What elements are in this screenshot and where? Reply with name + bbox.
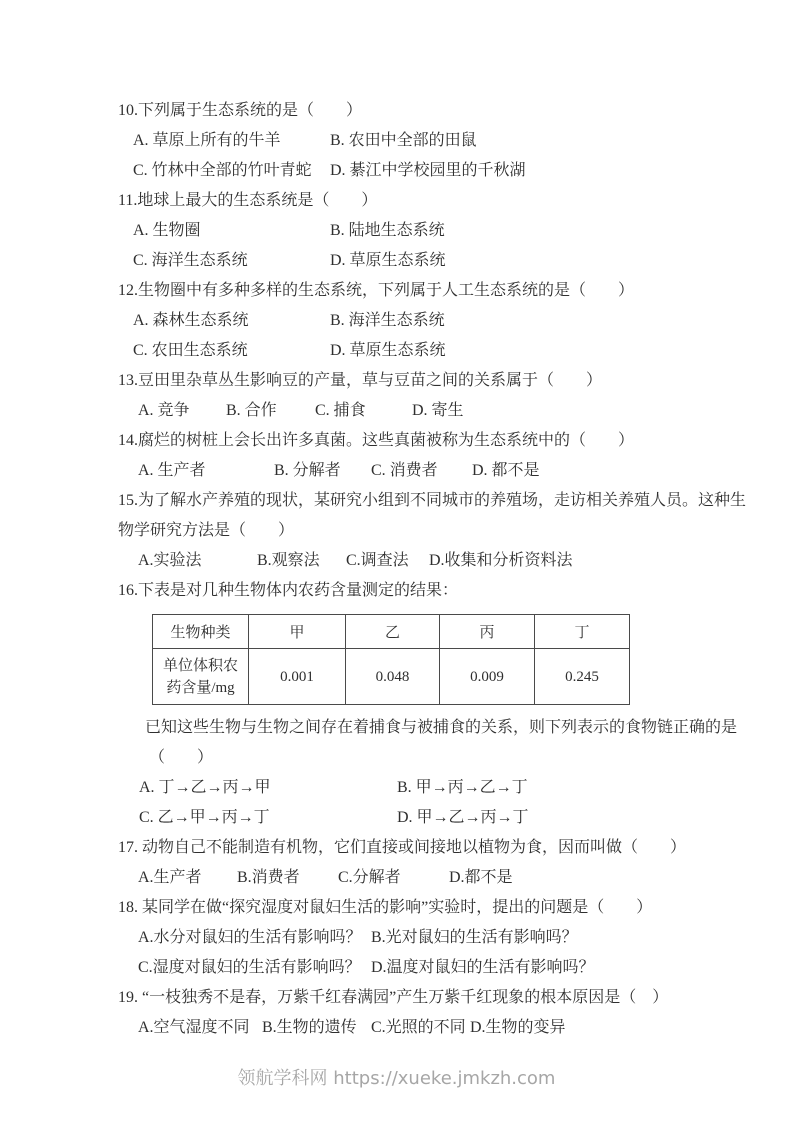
option-row [118,306,753,336]
option-a: A. 竞争 [138,402,190,419]
option-b: B.光对鼠妇的生活有影响吗？ [371,929,578,946]
option-row [118,803,753,833]
table-header-cell: 丁 [535,615,630,649]
option-b: B.观察法 [257,552,320,569]
option-a: A. 生产者 [138,462,206,479]
option-row [118,216,753,246]
option-d: D.温度对鼠妇的生活有影响吗？ [371,959,595,976]
option-d: D.生物的变异 [470,1019,566,1036]
option-c: C. 捕食 [315,402,366,419]
question-stem: 10.下列属于生态系统的是（ ） [118,102,363,119]
table-cell: 0.009 [440,649,535,705]
table-data-row [153,649,630,705]
question-18 [118,893,753,983]
table-row-label: 单位体积农药含量/mg [153,649,249,705]
option-b: B. 陆地生态系统 [330,222,445,239]
table-header-cell: 丙 [440,615,535,649]
table-cell: 0.245 [535,649,630,705]
option-d: D. 草原生态系统 [330,252,446,269]
option-c: C. 竹林中全部的竹叶青蛇 [133,162,312,179]
option-row [118,336,753,366]
option-b: B.消费者 [237,869,300,886]
question-stem: 19. “一枝独秀不是春，万紫千红春满园”产生万紫千红现象的根本原因是（ ） [118,989,669,1006]
option-row [118,923,753,953]
option-b: B. 海洋生态系统 [330,312,445,329]
question-11 [118,186,753,276]
option-d: D.都不是 [449,869,513,886]
option-a: A.空气湿度不同 [138,1019,250,1036]
option-d: D. 綦江中学校园里的千秋湖 [330,162,526,179]
question-stem: 18. 某同学在做“探究湿度对鼠妇生活的影响”实验时，提出的问题是（ ） [118,899,653,916]
option-row [118,396,753,426]
option-c: C.湿度对鼠妇的生活有影响吗？ [138,959,361,976]
question-stem: 17. 动物自己不能制造有机物，它们直接或间接地以植物为食，因而叫做（ ） [118,839,687,856]
option-c: C. 乙→甲→丙→丁 [139,809,270,826]
question-10 [118,96,753,186]
option-d: D.收集和分析资料法 [429,552,573,569]
table-header-cell: 生物种类 [153,615,249,649]
question-stem: 11.地球上最大的生态系统是（ ） [118,192,378,209]
option-row [118,246,753,276]
option-row [118,1013,753,1043]
question-followup-text: 已知这些生物与生物之间存在着捕食与被捕食的关系，则下列表示的食物链正确的是 [145,719,738,736]
question-17 [118,833,753,893]
option-d: D. 寄生 [412,402,464,419]
table-cell: 0.001 [249,649,346,705]
option-b: B. 农田中全部的田鼠 [330,132,477,149]
question-12 [118,276,753,366]
option-row [118,773,753,803]
pesticide-content-table [152,614,630,705]
option-row [118,953,753,983]
option-a: A.生产者 [138,869,202,886]
option-c: C.分解者 [338,869,401,886]
table-header-cell: 甲 [249,615,346,649]
option-a: A. 丁→乙→丙→甲 [139,779,271,796]
option-a: A.水分对鼠妇的生活有影响吗？ [138,929,362,946]
option-a: A. 森林生态系统 [133,312,249,329]
question-13 [118,366,753,426]
watermark-footer: 领航学科网 https://xueke.jmkzh.com [237,1068,556,1089]
question-19 [118,983,753,1043]
option-c: C. 消费者 [371,462,438,479]
option-row [118,863,753,893]
option-a: A.实验法 [138,552,202,569]
option-c: C. 农田生态系统 [133,342,248,359]
option-d: D. 都不是 [472,462,540,479]
option-c: C.调查法 [346,552,409,569]
question-stem: 13.豆田里杂草丛生影响豆的产量，草与豆苗之间的关系属于（ ） [118,372,603,389]
option-row [118,156,753,186]
table-cell: 0.048 [346,649,440,705]
table-header-row [153,615,630,649]
option-row [118,546,753,576]
question-16 [118,576,753,833]
option-a: A. 草原上所有的牛羊 [133,132,281,149]
option-b: B. 甲→丙→乙→丁 [397,779,528,796]
option-a: A. 生物圈 [133,222,201,239]
option-row [118,126,753,156]
option-c: C.光照的不同 [371,1019,466,1036]
answer-blank: （ ） [149,749,214,766]
option-d: D. 草原生态系统 [330,342,446,359]
question-stem: 12.生物圈中有多种多样的生态系统，下列属于人工生态系统的是（ ） [118,282,635,299]
question-stem: 16.下表是对几种生物体内农药含量测定的结果： [118,582,459,599]
option-b: B. 合作 [226,402,277,419]
question-stem: 14.腐烂的树桩上会长出许多真菌。这些真菌被称为生态系统中的（ ） [118,432,635,449]
question-stem: 15.为了解水产养殖的现状，某研究小组到不同城市的养殖场，走访相关养殖人员。这种生物学研究方法是（ ） [118,492,747,539]
option-c: C. 海洋生态系统 [133,252,248,269]
question-14 [118,426,753,486]
table-header-cell: 乙 [346,615,440,649]
question-15 [118,486,753,576]
option-b: B.生物的遗传 [262,1019,357,1036]
option-row [118,456,753,486]
option-b: B. 分解者 [274,462,341,479]
option-d: D. 甲→乙→丙→丁 [397,809,529,826]
